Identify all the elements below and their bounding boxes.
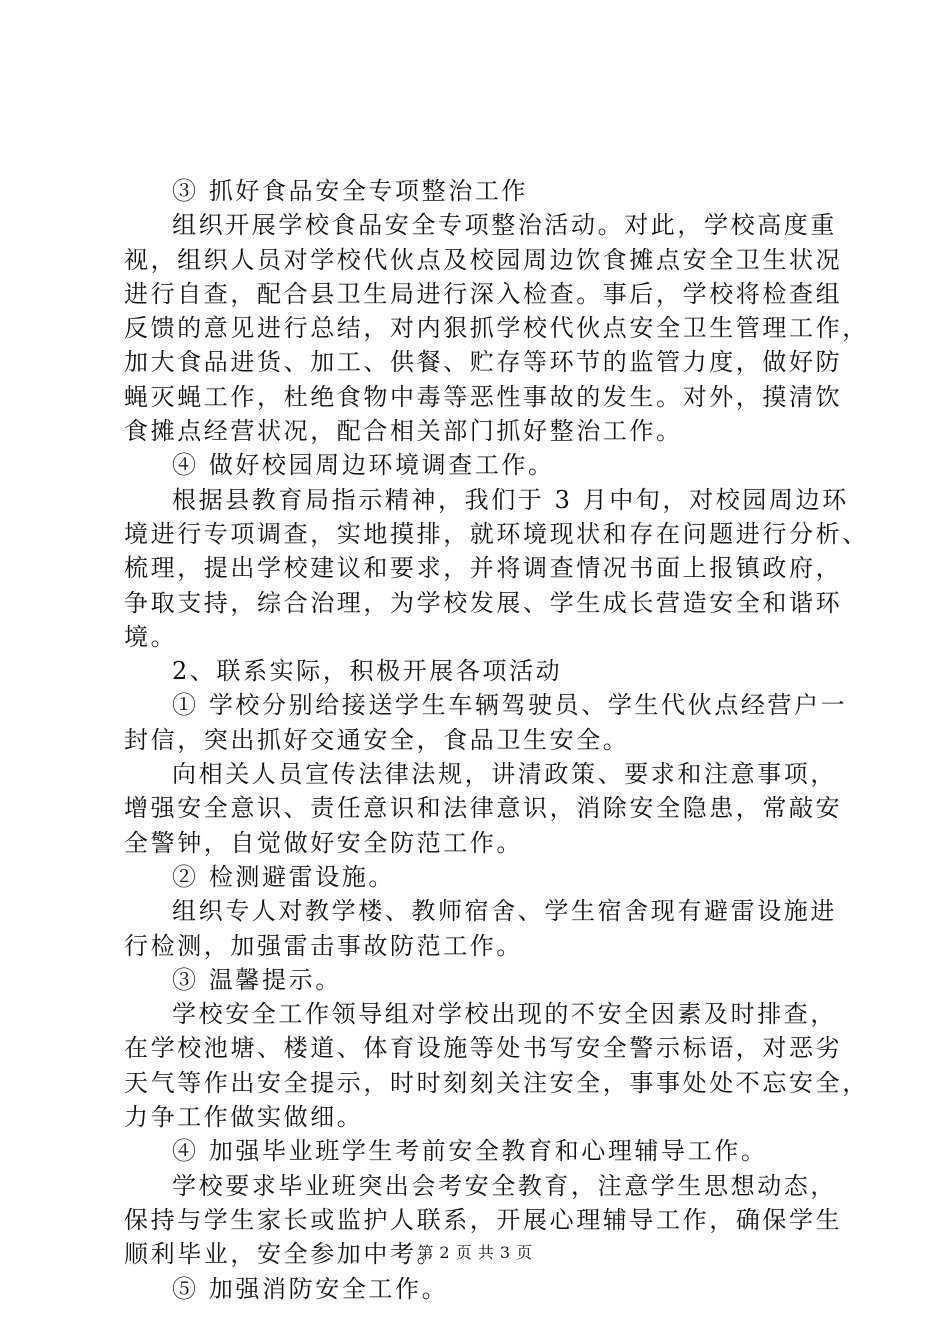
text-line: 蝇灭蝇工作，杜绝食物中毒等恶性事故的发生。对外，摸清饮 [124, 382, 843, 411]
text-line: 组织开展学校食品安全专项整治活动。对此，学校高度重 [172, 211, 837, 240]
text-line: 向相关人员宣传法律法规，讲清政策、要求和注意事项， [172, 760, 837, 789]
text-line: ③ 温馨提示。 [172, 965, 342, 994]
text-line: 视，组织人员对学校代伙点及校园周边饮食摊点安全卫生状况 [124, 245, 843, 274]
text-line: 根据县教育局指示精神，我们于 3 月中旬，对校园周边环 [172, 485, 849, 514]
text-line: 争取支持，综合治理，为学校发展、学生成长营造安全和谐环 [124, 588, 843, 617]
text-line: 增强安全意识、责任意识和法律意识，消除安全隐患，常敲安 [124, 794, 843, 823]
text-line: 力争工作做实做细。 [124, 1103, 364, 1132]
text-line: ⑤ 加强消防安全工作。 [172, 1274, 449, 1303]
text-line: ④ 做好校园周边环境调查工作。 [172, 451, 555, 480]
text-line: 食摊点经营状况，配合相关部门抓好整治工作。 [124, 417, 683, 446]
text-line: 境进行专项调查，实地摸排，就环境现状和存在问题进行分析、 [124, 519, 869, 548]
text-line: 境。 [124, 622, 178, 651]
text-line: 在学校池塘、楼道、体育设施等处书写安全警示标语，对恶劣 [124, 1034, 843, 1063]
text-line: 顺利毕业，安全参加中考。 [124, 1240, 444, 1269]
page-footer: 第 2 页 共 3 页 [417, 1243, 533, 1262]
text-line: ① 学校分别给接送学生车辆驾驶员、学生代伙点经营户一 [172, 691, 848, 720]
text-line: 进行自查，配合县卫生局进行深入检查。事后，学校将检查组 [124, 279, 843, 308]
text-line: 加大食品进货、加工、供餐、贮存等环节的监管力度，做好防 [124, 348, 843, 377]
text-line: 保持与学生家长或监护人联系，开展心理辅导工作，确保学生 [124, 1205, 843, 1234]
text-line: ③ 抓好食品安全专项整治工作 [172, 177, 529, 205]
text-line: 梳理，提出学校建议和要求，并将调查情况书面上报镇政府， [124, 554, 843, 583]
text-line: 学校安全工作领导组对学校出现的不安全因素及时排查， [172, 1000, 837, 1029]
text-line: ④ 加强毕业班学生考前安全教育和心理辅导工作。 [172, 1137, 768, 1166]
text-line: 学校要求毕业班突出会考安全教育，注意学生思想动态， [172, 1171, 837, 1200]
text-line: 封信，突出抓好交通安全，食品卫生安全。 [124, 725, 630, 754]
text-line: 2、联系实际，积极开展各项活动 [172, 657, 563, 686]
text-line: 反馈的意见进行总结，对内狠抓学校代伙点安全卫生管理工作， [124, 314, 869, 343]
text-line: 天气等作出安全提示，时时刻刻关注安全，事事处处不忘安全， [124, 1068, 869, 1097]
text-line: ② 检测避雷设施。 [172, 862, 396, 891]
document-body [124, 174, 869, 1306]
text-line: 组织专人对教学楼、教师宿舍、学生宿舍现有避雷设施进 [172, 897, 837, 926]
text-line: 全警钟，自觉做好安全防范工作。 [124, 828, 523, 857]
text-line: 行检测，加强雷击事故防范工作。 [124, 931, 523, 960]
